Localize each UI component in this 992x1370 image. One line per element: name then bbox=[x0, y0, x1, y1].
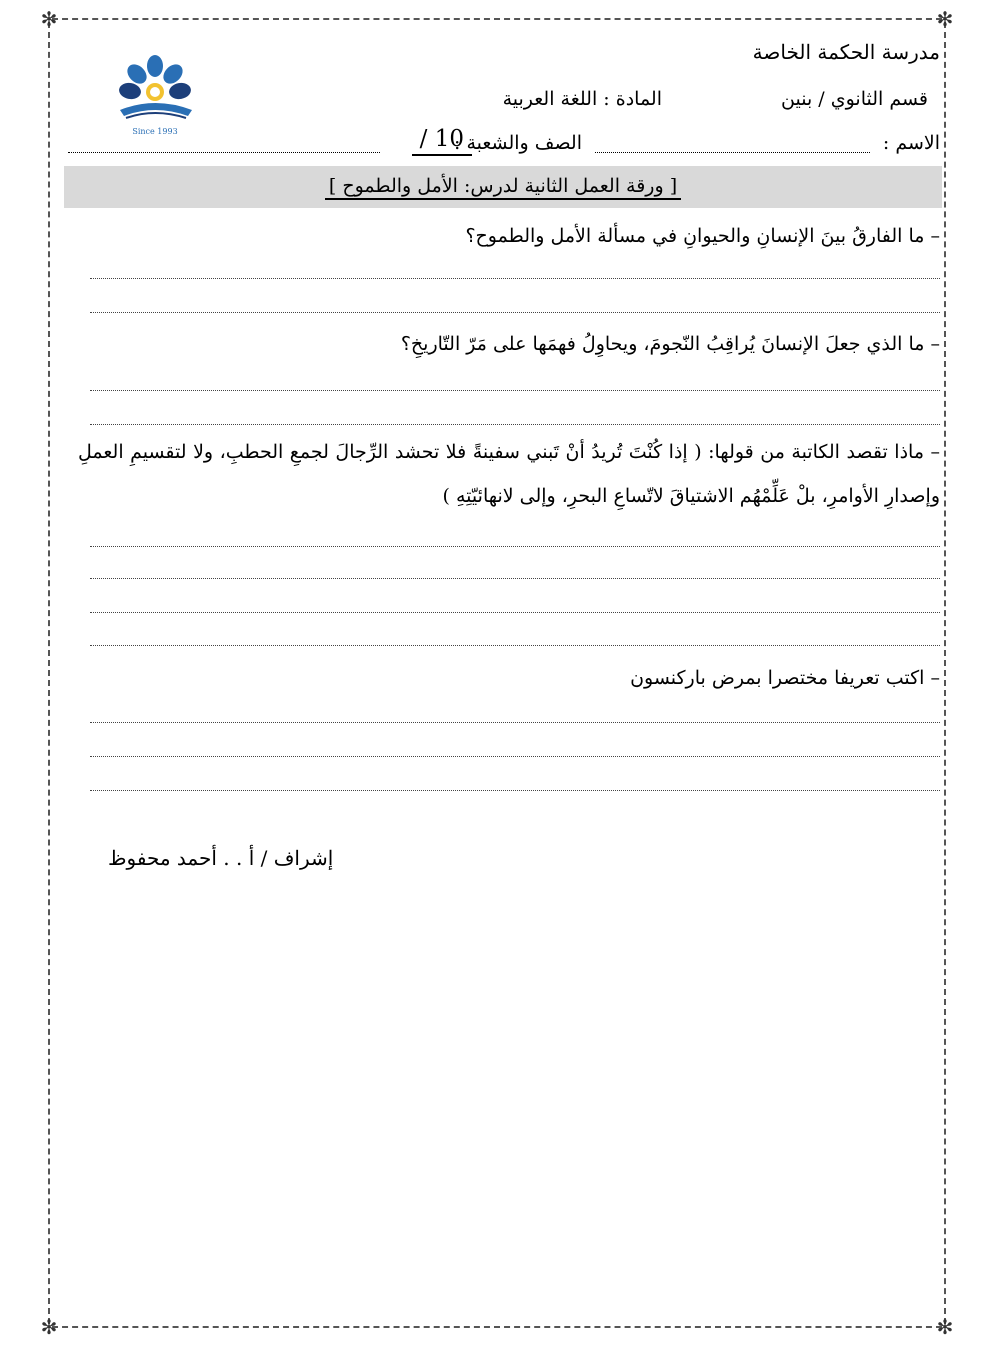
question-1: – ما الفارقُ بينَ الإنسانِ والحيوانِ في مسألة الأمل والطموح؟ bbox=[465, 225, 940, 247]
logo-caption: Since 1993 bbox=[132, 127, 178, 136]
worksheet-title-bar bbox=[64, 166, 942, 208]
corner-ornament-icon: ✻ bbox=[40, 1315, 58, 1339]
answer-line[interactable] bbox=[90, 424, 940, 425]
supervisor-signature: إشراف / أ . . أحمد محفوظ bbox=[108, 846, 334, 870]
student-info-row bbox=[68, 126, 940, 160]
logo-emblem-icon bbox=[118, 55, 192, 118]
question-3: – ماذا تقصد الكاتبة من قولها: ( إذا كُنْتَ تُريدُ أنْ تَبني سفينةً فلا تحشد الرِّجالَ لجمعِ الحطبِ، ولا لتقسيمِ العملِ وإصدارِ الأوامرِ، بلْ عَلِّمْهُم الاشتياقَ لاتّساعِ البحرِ، وإلى لانهائيّتِهِ ) bbox=[78, 441, 940, 507]
class-field[interactable] bbox=[68, 152, 380, 153]
answer-line[interactable] bbox=[90, 390, 940, 391]
answer-line[interactable] bbox=[90, 790, 940, 791]
answer-line[interactable] bbox=[90, 722, 940, 723]
answer-line[interactable] bbox=[90, 278, 940, 279]
score-box: 10 / bbox=[412, 126, 472, 156]
answer-line[interactable] bbox=[90, 645, 940, 646]
department: قسم الثانوي / بنين bbox=[781, 88, 928, 110]
answer-line[interactable] bbox=[90, 578, 940, 579]
answer-line[interactable] bbox=[90, 756, 940, 757]
border-bottom bbox=[52, 1326, 942, 1328]
question-4: – اكتب تعريفا مختصرا بمرض باركنسون bbox=[630, 667, 940, 689]
answer-line[interactable] bbox=[90, 312, 940, 313]
subject: المادة : اللغة العربية bbox=[502, 88, 662, 110]
name-field[interactable] bbox=[595, 152, 870, 153]
answer-line[interactable] bbox=[90, 612, 940, 613]
corner-ornament-icon: ✻ bbox=[936, 7, 954, 31]
corner-ornament-icon: ✻ bbox=[936, 1315, 954, 1339]
name-label: الاسم : bbox=[882, 132, 940, 154]
class-label: الصف والشعبة : bbox=[454, 132, 582, 154]
answer-line[interactable] bbox=[90, 546, 940, 547]
school-name: مدرسة الحكمة الخاصة bbox=[752, 40, 940, 64]
worksheet-title: [ ورقة العمل الثانية لدرس: الأمل والطموح ] bbox=[325, 175, 681, 200]
corner-ornament-icon: ✻ bbox=[40, 7, 58, 31]
border-left bbox=[48, 22, 50, 1324]
question-2: – ما الذي جعلَ الإنسانَ يُراقِبُ النّجومَ، ويحاوِلُ فهمَها على مَرّ التّاريخِ؟ bbox=[400, 333, 940, 355]
border-right bbox=[944, 22, 946, 1324]
border-top bbox=[52, 18, 942, 20]
